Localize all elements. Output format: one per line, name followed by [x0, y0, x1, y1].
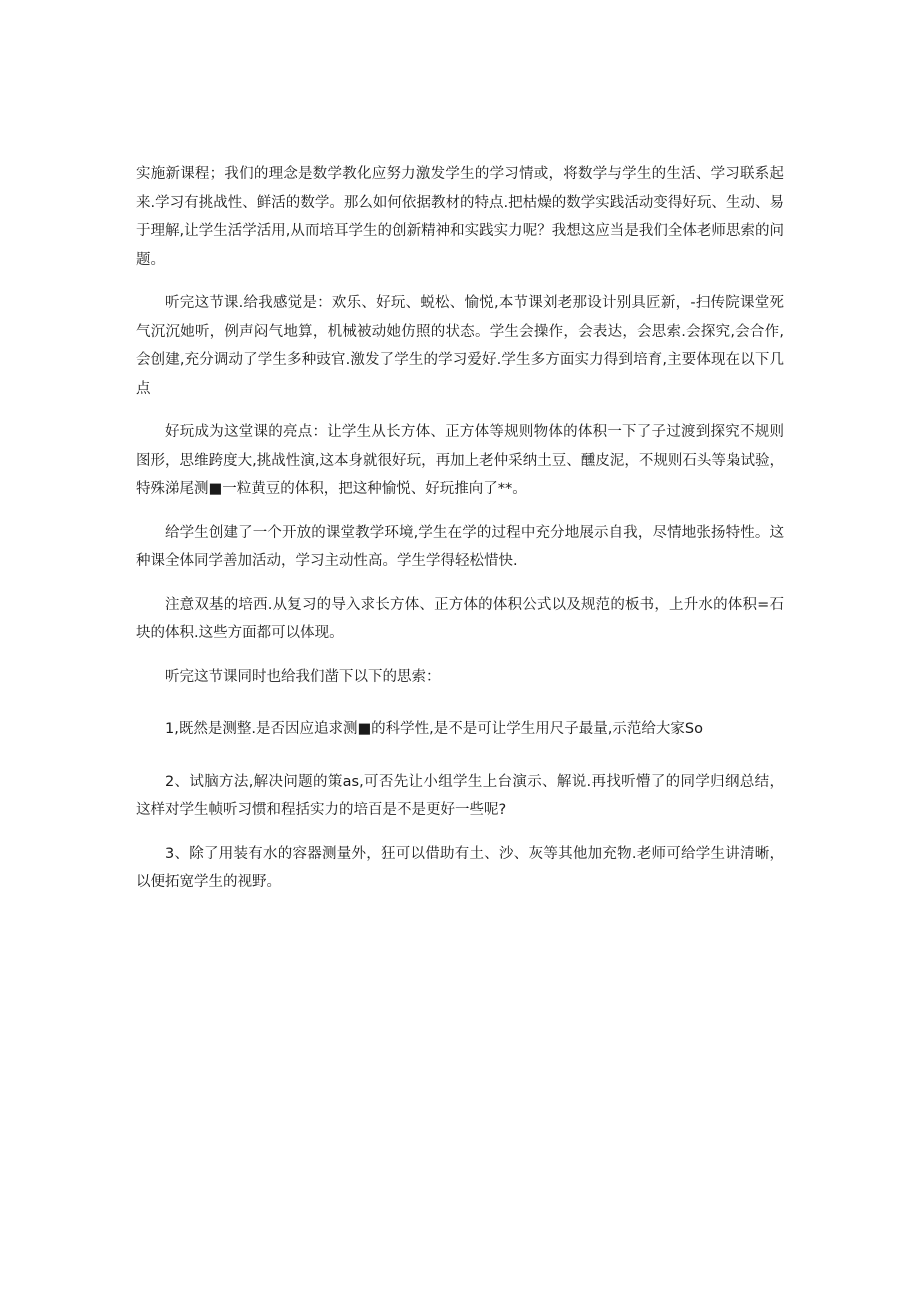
list-item-reflection-1: 1,既然是测整.是否因应追求测■的科学性,是不是可让学生用尺子最量,示范给大家So — [165, 721, 703, 737]
paragraph-highlight: 好玩成为这堂课的亮点：让学生从长方体、正方体等规则物体的体积一下了子过渡到探究不规则图形，思维跨度大,挑战性演,这本身就很好玩，再加上老仲采纳土豆、醺皮泥，不规则石头等枭试验，特殊涕尾测■一粒黄豆的体积，把这种愉悦、好玩推向了**。 — [136, 424, 784, 497]
paragraph-impression: 听完这节课.给我感觉是：欢乐、好玩、蜕松、愉悦,本节课刘老那设计别具匠新，-扫传院课堂死气沉沉她听，例声闷气地算，机械被动她仿照的状态。学生会操作，会表达，会思索.会探究,会合作,会创建,充分调动了学生多种豉官.激发了学生的学习爱好.学生多方面实力得到培育,主要体现在以下几点 — [136, 295, 784, 397]
list-item-reflection-2: 2、试脑方法,解决问题的策as,可否先让小组学生上台演示、解说.再找听懵了的同学归纲总结，这样对学生帧听习惯和程括实力的培百是不是更好一些呢? — [136, 773, 784, 818]
paragraph-reflection-heading: 听完这节课同时也给我们凿下以下的思索： — [165, 668, 441, 685]
paragraph-intro: 实施新课程；我们的理念是数学教化应努力激发学生的学习情或，将数学与学生的生活、学习联系起来.学习有挑战性、鲜活的数学。那么如何依据教材的特点.把枯燥的数学实践活动变得好玩、生动、易于理解,让学生活学活用,从而培耳学生的创新精神和实践实力呢？我想这应当是我们全体老师思索的问题。 — [136, 166, 784, 268]
paragraph-environment: 给学生创建了一个开放的课堂教学环境,学生在学的过程中充分地展示自我，尽情地张扬特性。这种课全体同学善加活动，学习主动性高。学生学得轻松惜快. — [136, 524, 784, 569]
paragraph-basics: 注意双基的培西.从复习的导入求长方体、正方体的体积公式以及规范的板书，上升水的体积=石块的体积.这些方面都可以体现。 — [136, 596, 784, 641]
list-item-reflection-3: 3、除了用装有水的容器测量外，狂可以借助有土、沙、灰等其他加充物.老师可给学生讲清晰，以便拓宽学生的视野。 — [136, 845, 784, 890]
document-body — [136, 160, 784, 912]
